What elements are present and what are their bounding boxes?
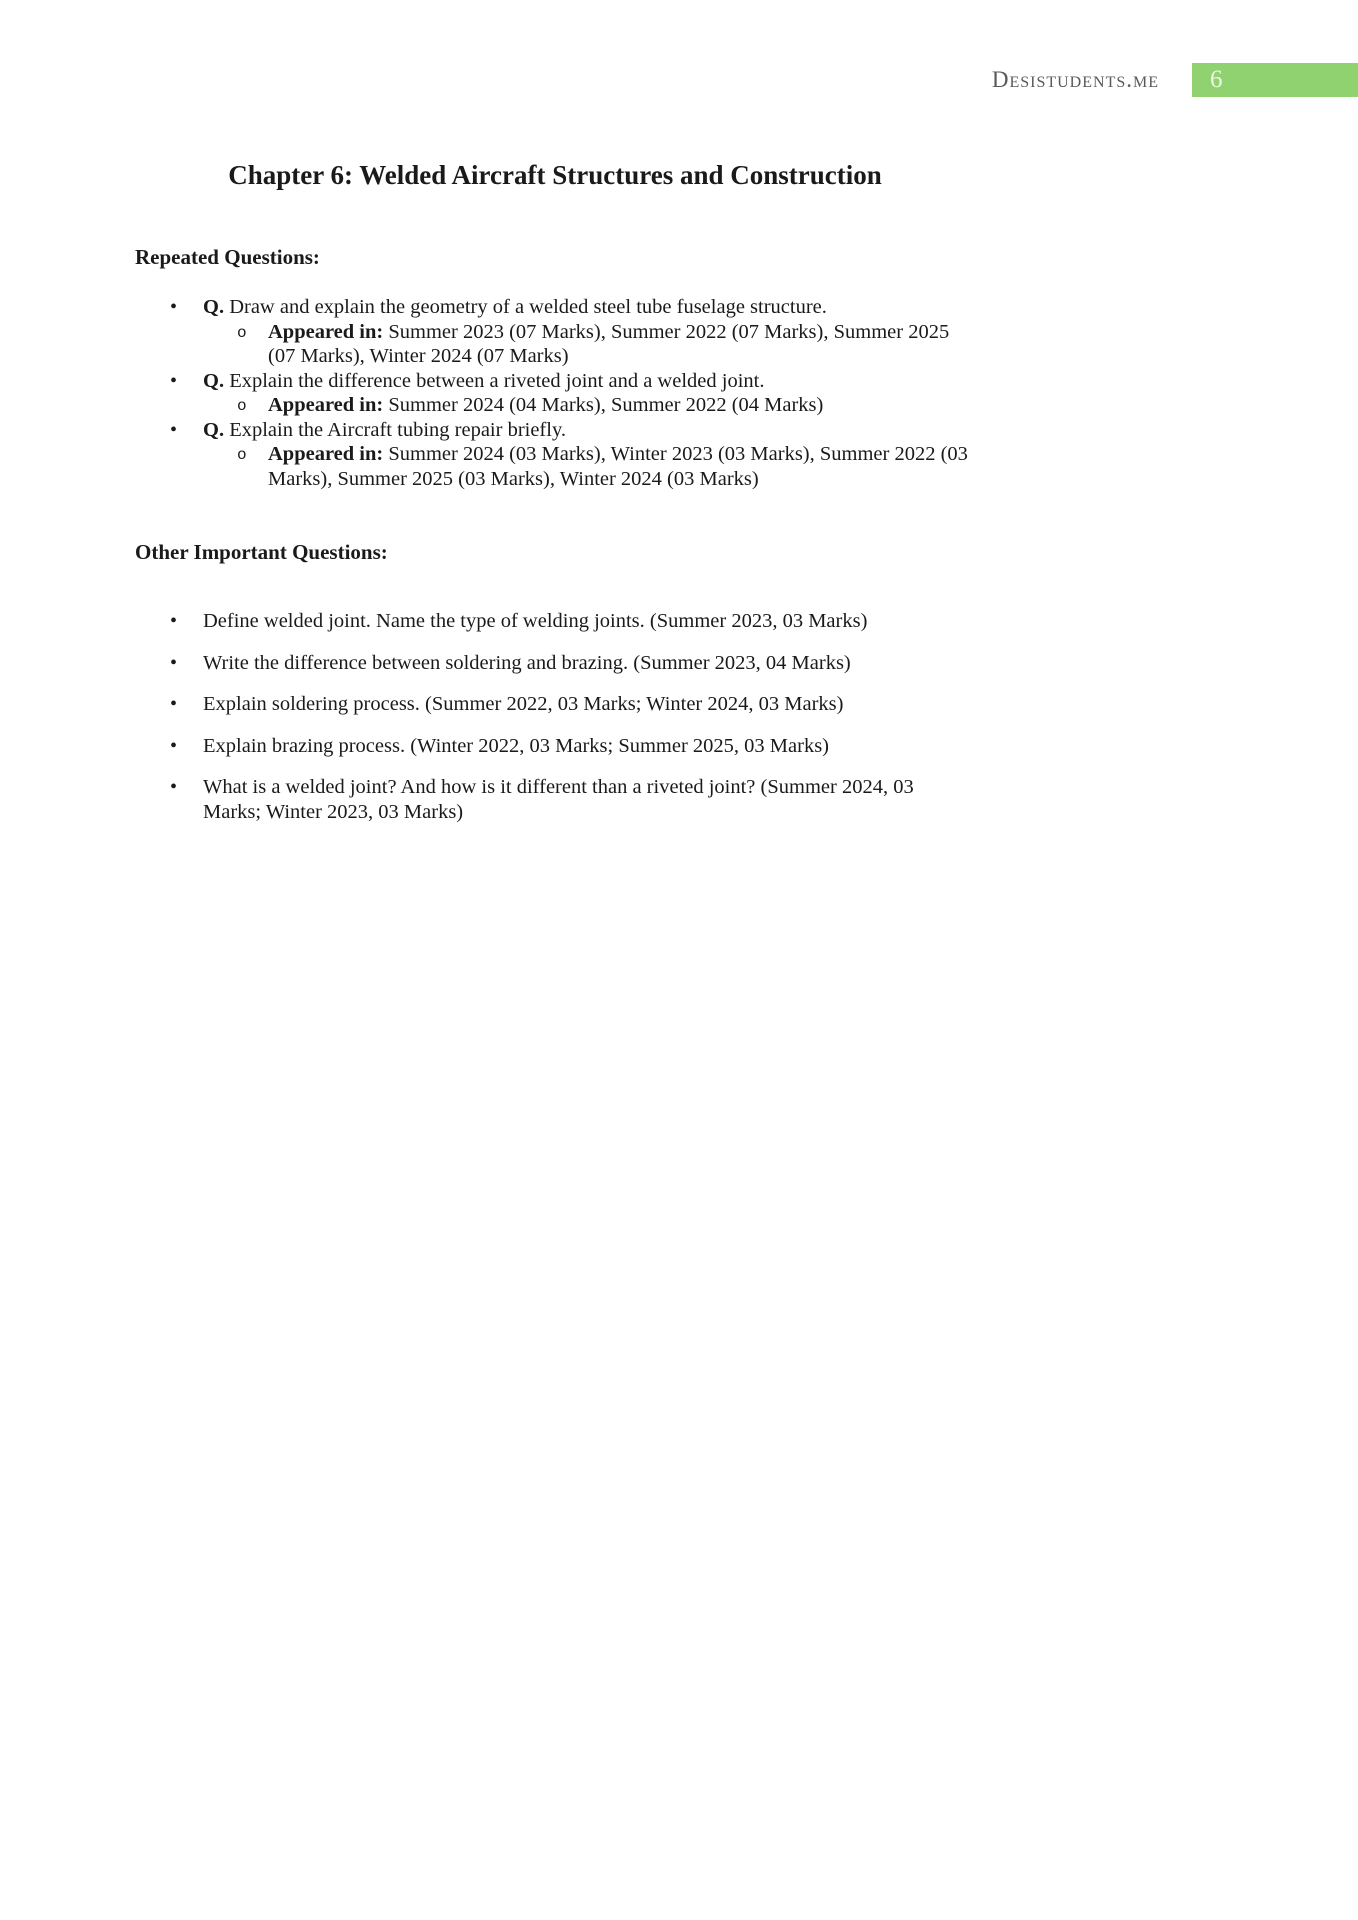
other-questions-list xyxy=(135,609,975,824)
question-text: Explain the Aircraft tubing repair briefly. xyxy=(229,418,567,441)
bullet-icon: • xyxy=(170,776,178,798)
bullet-icon: • xyxy=(170,693,178,715)
document-body xyxy=(135,0,975,841)
appeared-in-label: Appeared in: xyxy=(268,443,384,465)
question-text: Explain brazing process. (Winter 2022, 03 Marks; Summer 2025, 03 Marks) xyxy=(203,734,830,757)
page-number-badge xyxy=(1192,63,1358,97)
appeared-in-text: Summer 2023 (07 Marks), Summer 2022 (07 Marks), Summer 2025 xyxy=(388,320,950,343)
question-text: Write the difference between soldering and brazing. (Summer 2023, 04 Marks) xyxy=(203,651,851,674)
question-item xyxy=(135,369,975,418)
question-text: Explain soldering process. (Summer 2022, 03 Marks; Winter 2024, 03 Marks) xyxy=(203,693,844,715)
circle-bullet-icon: o xyxy=(237,323,247,342)
question-text-line2: Marks; Winter 2023, 03 Marks) xyxy=(203,800,464,823)
page-number: 6 xyxy=(1210,66,1223,93)
appeared-in-item xyxy=(203,442,975,491)
bullet-icon: • xyxy=(170,296,178,318)
appeared-in-text-line2: (07 Marks), Winter 2024 (07 Marks) xyxy=(268,345,569,367)
question-item xyxy=(135,609,975,634)
appeared-in-item xyxy=(203,320,975,369)
question-item xyxy=(135,775,975,824)
repeated-questions-heading: Repeated Questions: xyxy=(135,245,320,269)
question-text: What is a welded joint? And how is it different than a riveted joint? (Summer 2024, 03 xyxy=(203,776,914,798)
question-item xyxy=(135,651,975,676)
appeared-in-item xyxy=(203,393,975,418)
bullet-icon: • xyxy=(170,369,178,392)
appeared-in-label: Appeared in: xyxy=(268,394,384,416)
appeared-in-text: Summer 2024 (04 Marks), Summer 2022 (04 Marks) xyxy=(388,394,824,416)
bullet-icon: • xyxy=(170,651,178,674)
appeared-in-text-line2: Marks), Summer 2025 (03 Marks), Winter 2024 (03 Marks) xyxy=(268,467,759,490)
repeated-questions-list xyxy=(135,295,975,491)
question-item xyxy=(135,692,975,717)
site-name: Desistudents.me xyxy=(991,67,1159,92)
circle-bullet-icon: o xyxy=(237,397,247,415)
bullet-icon: • xyxy=(170,418,178,441)
question-text: Explain the difference between a riveted joint and a welded joint. xyxy=(229,369,765,392)
appeared-in-text: Summer 2024 (03 Marks), Winter 2023 (03 Marks), Summer 2022 (03 xyxy=(388,443,968,465)
other-questions-heading: Other Important Questions: xyxy=(135,540,388,564)
chapter-title: Chapter 6: Welded Aircraft Structures and Construction xyxy=(228,160,882,190)
question-item xyxy=(135,295,975,369)
question-text: Draw and explain the geometry of a welded steel tube fuselage structure. xyxy=(229,296,827,318)
question-text: Define welded joint. Name the type of welding joints. (Summer 2023, 03 Marks) xyxy=(203,610,868,632)
question-label: Q. xyxy=(203,418,225,441)
question-label: Q. xyxy=(203,369,225,392)
bullet-icon: • xyxy=(170,734,178,757)
appeared-in-label: Appeared in: xyxy=(268,320,384,343)
bullet-icon: • xyxy=(170,610,178,632)
question-item xyxy=(135,734,975,759)
question-item xyxy=(135,418,975,492)
circle-bullet-icon: o xyxy=(237,446,247,464)
question-label: Q. xyxy=(203,296,225,318)
